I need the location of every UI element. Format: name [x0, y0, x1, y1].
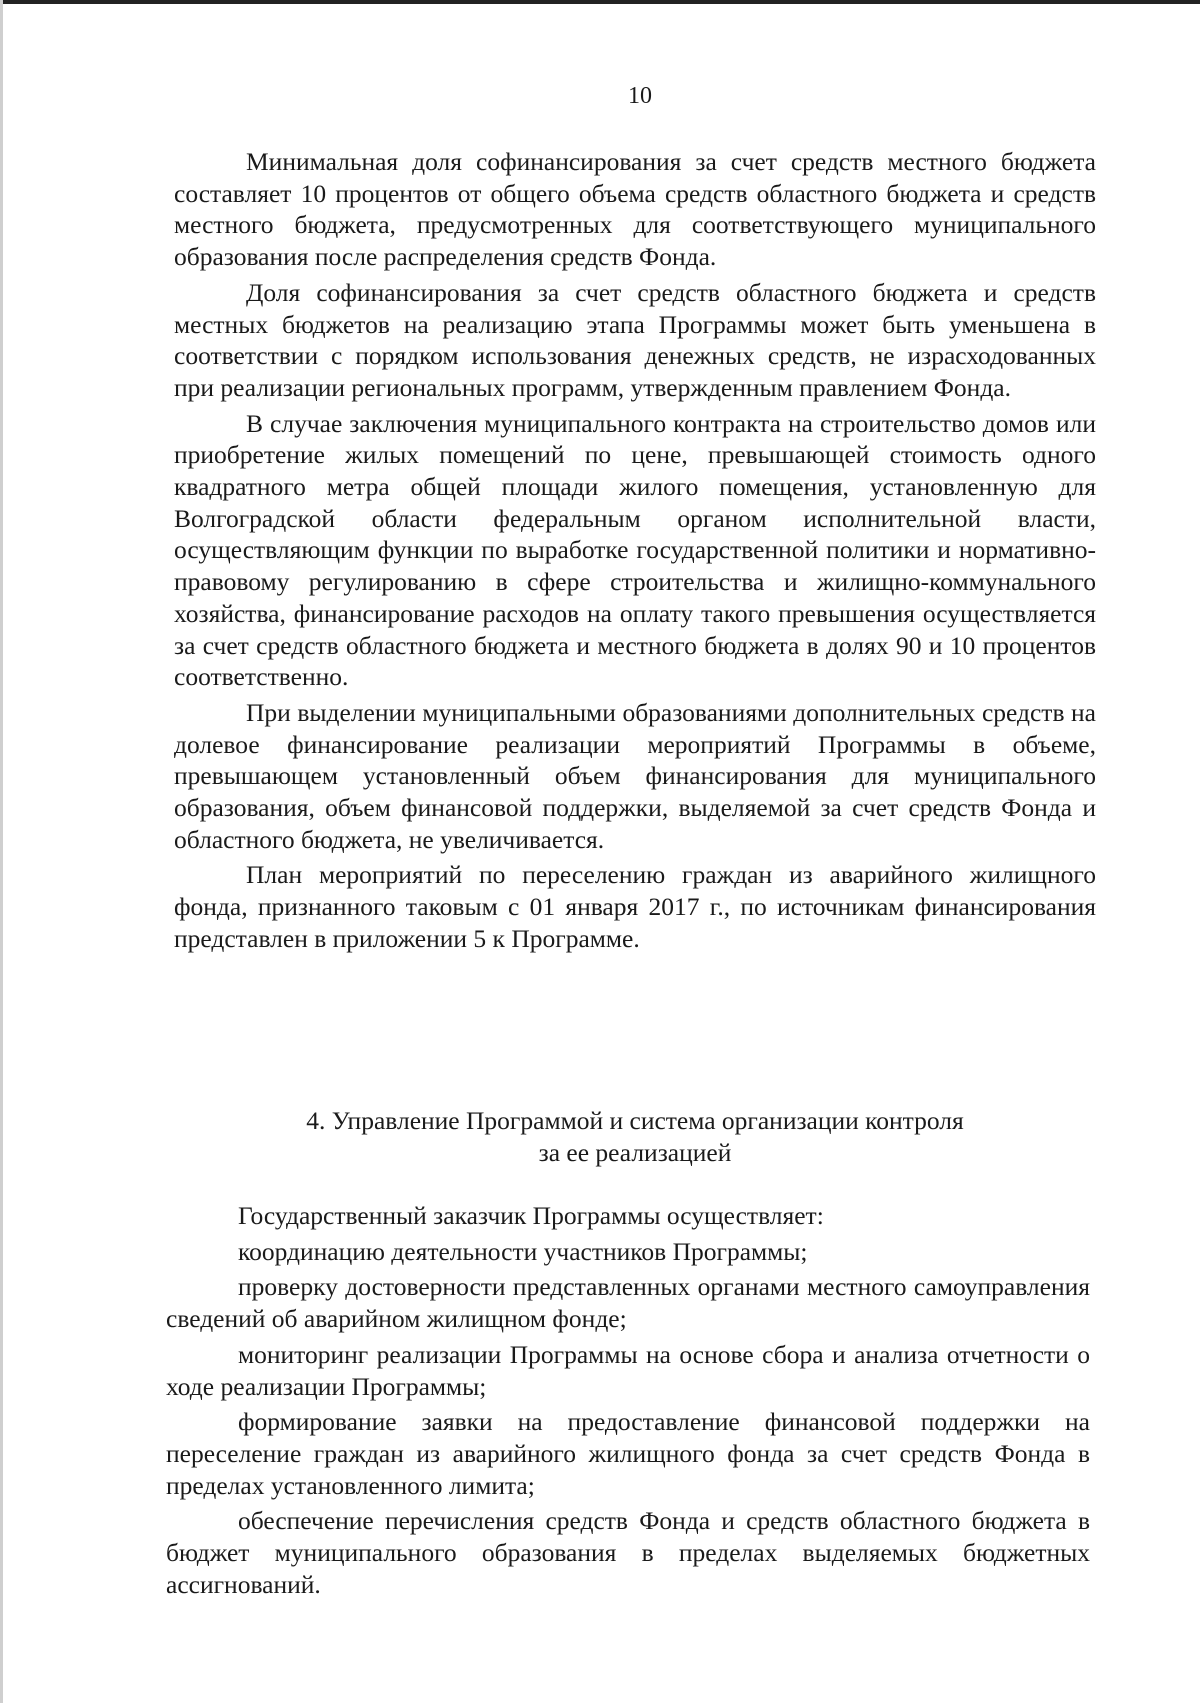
section-4-heading-line-1: 4. Управление Программой и система организации контроля	[306, 1106, 964, 1135]
list-item-monitoring: мониторинг реализации Программы на основе сбора и анализа отчетности о ходе реализации Программы;	[166, 1339, 1090, 1401]
section-4-body	[166, 1200, 1090, 1600]
section-4-heading-line-2: за ее реализацией	[538, 1137, 732, 1167]
paragraph-price-excess: В случае заключения муниципального контракта на строительство домов или приобретение жилых помещений по цене, превышающей стоимость одного квадратного метра общей площади жилого помещения, установленную для Волгоградской области федеральным органом исполнительной власти, осуществляющим функции по выработке государственной политики и нормативно-правовому регулированию в сфере строительства и жилищно-коммунального хозяйства, финансирование расходов на оплату такого превышения осуществляется за счет средств областного бюджета и местного бюджета в долях 90 и 10 процентов соответственно.	[174, 408, 1096, 692]
section-4-heading	[174, 1105, 1096, 1168]
scan-top-edge	[0, 0, 1200, 4]
paragraph-min-cofinancing: Минимальная доля софинансирования за счет средств местного бюджета составляет 10 процентов от общего объема средств областного бюджета и средств местного бюджета, предусмотренных для соответствующего муниципального образования после распределения средств Фонда.	[174, 147, 1096, 272]
list-item-coordination: координацию деятельности участников Программы;	[238, 1236, 808, 1266]
paragraph-customer-duties-intro: Государственный заказчик Программы осуществляет:	[238, 1201, 824, 1230]
scan-left-edge	[0, 0, 3, 1703]
list-item-application: формирование заявки на предоставление финансовой поддержки на переселение граждан из аварийного жилищного фонда за счет средств Фонда в пределах установленного лимита;	[166, 1407, 1090, 1500]
page-number: 10	[628, 83, 652, 109]
paragraph-resettlement-plan: План мероприятий по переселению граждан из аварийного жилищного фонда, признанного таковым с 01 января 2017 г., по источникам финансирования представлен в приложении 5 к Программе.	[174, 860, 1096, 953]
list-item-verification: проверку достоверности представленных органами местного самоуправления сведений об аварийном жилищном фонде;	[166, 1272, 1090, 1334]
paragraph-cofinancing-reduction: Доля софинансирования за счет средств областного бюджета и средств местных бюджетов на реализацию этапа Программы может быть уменьшена в соответствии с порядком использования денежных средств, не израсходованных при реализации региональных программ, утвержденным правлением Фонда.	[174, 277, 1096, 402]
paragraph-additional-funds: При выделении муниципальными образованиями дополнительных средств на долевое финансирование реализации мероприятий Программы в объеме, превышающем установленный объем финансирования для муниципального образования, объем финансовой поддержки, выделяемой за счет средств Фонда и областного бюджета, не увеличивается.	[174, 697, 1096, 854]
list-item-transfer: обеспечение перечисления средств Фонда и средств областного бюджета в бюджет муниципального образования в пределах выделяемых бюджетных ассигнований.	[166, 1506, 1090, 1599]
section-3-body	[174, 146, 1096, 955]
